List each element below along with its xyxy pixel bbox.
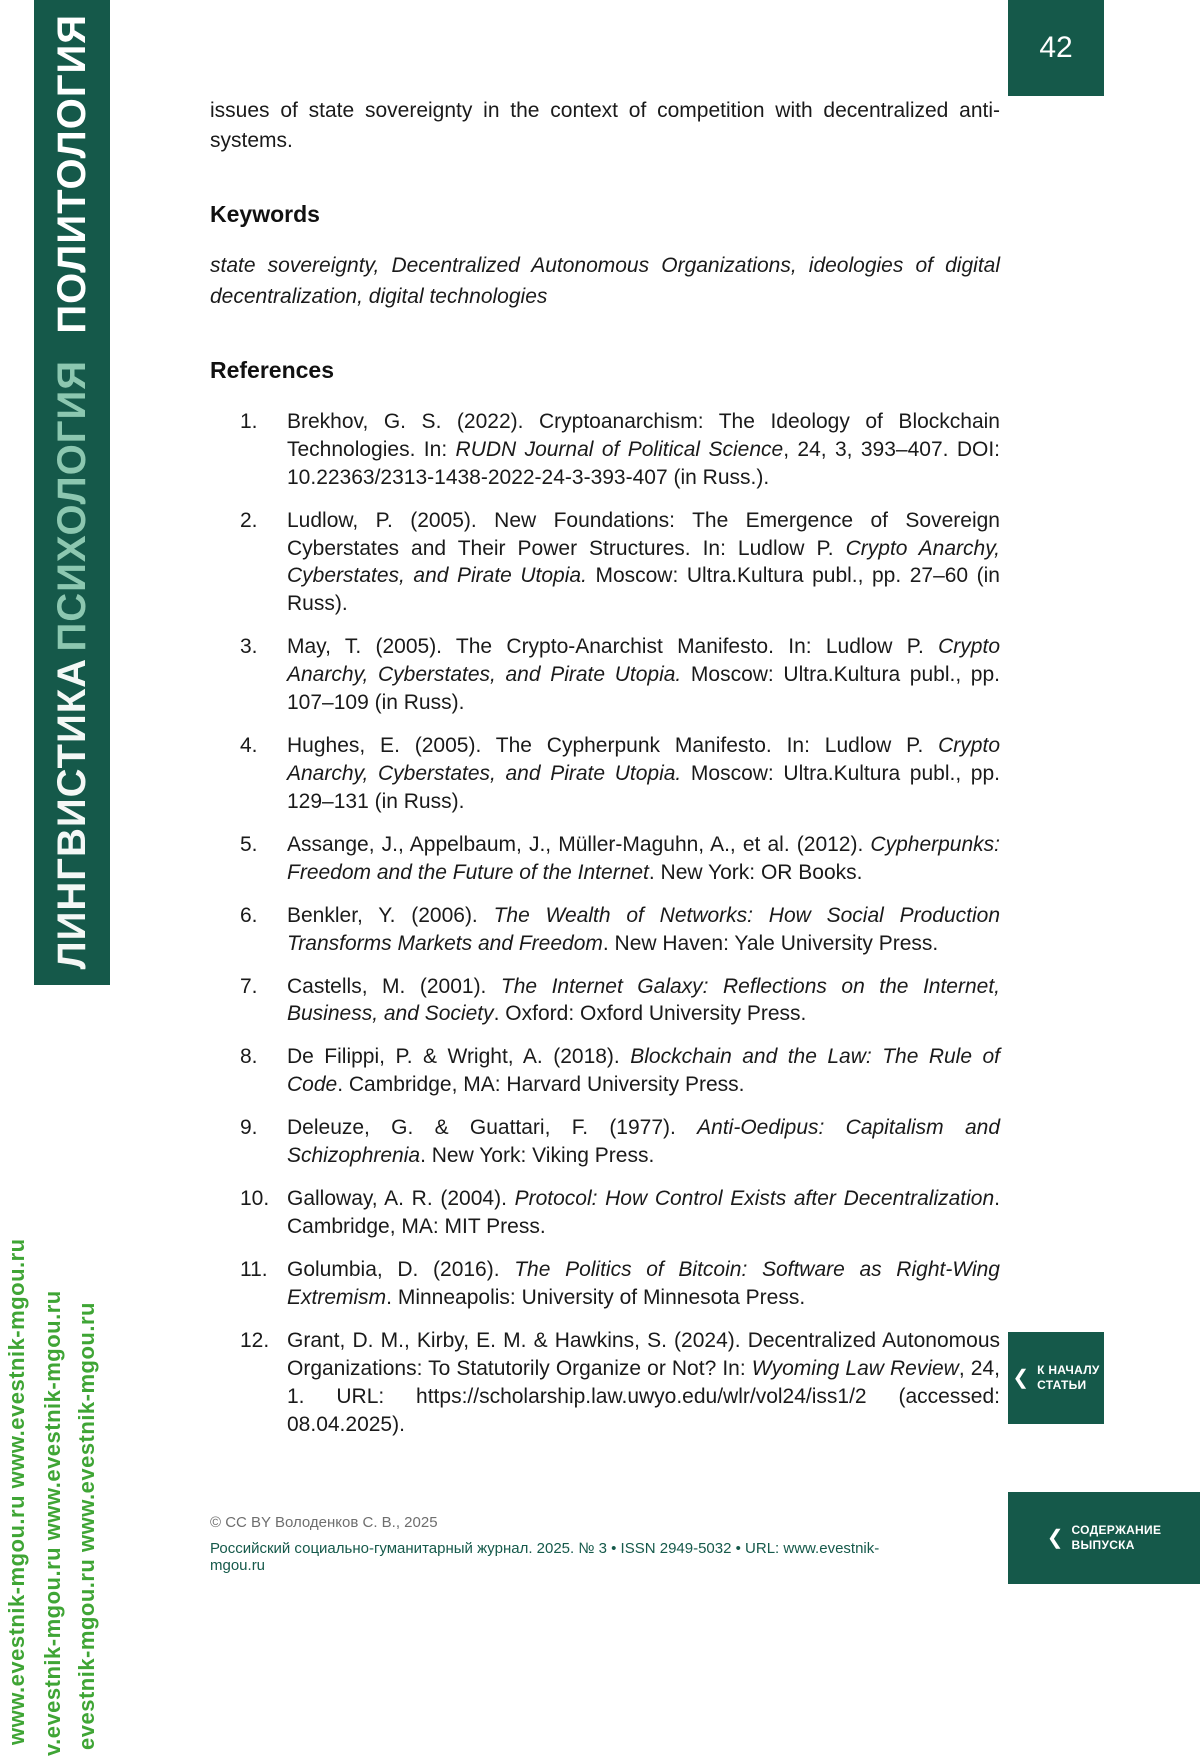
reference-item [210, 1043, 1000, 1099]
page-footer [210, 1514, 910, 1574]
reference-number: 4. [240, 734, 258, 758]
reference-text: Deleuze, G. & Guattari, F. (1977). Anti-Oedipus: Capitalism and Schizophrenia. New York: Viking Press. [287, 1116, 1000, 1168]
vertical-site-url-column-1: www.evestnik-mgou.ru www.evestnik-mgou.ru [4, 1238, 29, 1745]
rubric-politology [34, 14, 110, 334]
reference-number: 10. [240, 1187, 270, 1211]
vertical-site-url-column-3: evestnik-mgou.ru www.evestnik-mgou.ru [74, 1302, 99, 1750]
chevron-left-icon: ❮ [1046, 1527, 1064, 1549]
reference-text: Castells, M. (2001). The Internet Galaxy: Reflections on the Internet, Business, and Society. Oxford: Oxford University Press. [287, 974, 1000, 1026]
reference-number: 11. [240, 1257, 268, 1281]
reference-item [210, 633, 1000, 717]
vertical-site-url-column-2: v.evestnik-mgou.ru www.evestnik-mgou.ru [40, 1290, 65, 1756]
reference-item [210, 902, 1000, 958]
reference-item [210, 732, 1000, 816]
reference-item [210, 1185, 1000, 1241]
reference-item [210, 973, 1000, 1029]
reference-number: 1. [240, 409, 258, 433]
page-number-box [1008, 0, 1104, 96]
reference-text: De Filippi, P. & Wright, A. (2018). Blockchain and the Law: The Rule of Code. Cambridge, MA: Harvard University Press. [287, 1045, 1000, 1097]
rubric-psychology-label: ПСИХОЛОГИЯ [49, 360, 94, 652]
back-to-article-start-button[interactable] [1008, 1332, 1104, 1424]
reference-item [210, 408, 1000, 492]
reference-item [210, 831, 1000, 887]
reference-number: 8. [240, 1045, 258, 1069]
references-list [210, 408, 1000, 1439]
reference-text: Grant, D. M., Kirby, E. M. & Hawkins, S. (2024). Decentralized Autonomous Organizations: To Statutorily Organize or Not? In: Wyoming Law Review, 24, 1. URL: https://scholarship.law.uwyo.edu/wlr/vol24/iss1/2 (accessed: 08.04.2025). [287, 1328, 1000, 1436]
rubrics-sidebar [34, 0, 110, 985]
reference-item [210, 1256, 1000, 1312]
keywords-text: state sovereignty, Decentralized Autonomous Organizations, ideologies of digital decentralization, digital technologies [210, 253, 1000, 309]
article-closing-paragraph: issues of state sovereignty in the context of competition with decentralized anti-systems. [210, 99, 1000, 153]
article-content [210, 96, 1000, 1453]
reference-text: Brekhov, G. S. (2022). Cryptoanarchism: The Ideology of Blockchain Technologies. In: RUDN Journal of Political Science, 24, 3, 393–407. DOI: 10.22363/2313-1438-2022-24-3-393-407 (in Russ.). [287, 409, 1001, 489]
reference-text: Golumbia, D. (2016). The Politics of Bitcoin: Software as Right-Wing Extremism. Minneapolis: University of Minnesota Press. [287, 1257, 1000, 1309]
journal-info-line: Российский социально-гуманитарный журнал. 2025. № 3 • ISSN 2949-5032 • URL: www.evestnik-mgou.ru [210, 1540, 880, 1574]
reference-text: Assange, J., Appelbaum, J., Müller-Maguhn, A., et al. (2012). Cypherpunks: Freedom and the Future of the Internet. New York: OR Books. [287, 832, 1000, 884]
reference-item [210, 1114, 1000, 1170]
references-heading: References [210, 356, 335, 383]
reference-item [210, 1327, 1000, 1439]
reference-item [210, 507, 1000, 619]
keywords-heading: Keywords [210, 200, 320, 227]
chevron-left-icon: ❮ [1012, 1367, 1030, 1389]
rubric-psychology [34, 360, 110, 652]
reference-number: 6. [240, 903, 258, 927]
reference-number: 9. [240, 1116, 258, 1140]
issue-contents-button[interactable] [1008, 1492, 1200, 1584]
rubric-politology-label: ПОЛИТОЛОГИЯ [49, 14, 94, 334]
reference-number: 5. [240, 832, 258, 856]
reference-text: Ludlow, P. (2005). New Foundations: The Emergence of Sovereign Cyberstates and Their Power Structures. In: Ludlow P. Crypto Anarchy, Cyberstates, and Pirate Utopia. Moscow: Ultra.Kultura publ., pp. 27–60 (in Russ). [287, 508, 1000, 616]
reference-text: Hughes, E. (2005). The Cypherpunk Manifesto. In: Ludlow P. Crypto Anarchy, Cyberstates, and Pirate Utopia. Moscow: Ultra.Kultura publ., pp. 129–131 (in Russ). [287, 734, 1000, 813]
reference-number: 7. [240, 974, 258, 998]
reference-text: Benkler, Y. (2006). The Wealth of Networks: How Social Production Transforms Markets and Freedom. New Haven: Yale University Press. [287, 903, 1000, 955]
reference-number: 2. [240, 508, 258, 532]
reference-number: 12. [240, 1328, 270, 1352]
rubric-linguistics-label: ЛИНГВИСТИКА [49, 658, 94, 970]
back-to-article-start-label: К НАЧАЛУ СТАТЬИ [1037, 1363, 1100, 1392]
reference-text: May, T. (2005). The Crypto-Anarchist Manifesto. In: Ludlow P. Crypto Anarchy, Cyberstates, and Pirate Utopia. Moscow: Ultra.Kultura publ., pp. 107–109 (in Russ). [287, 635, 1000, 715]
page-number: 42 [1039, 31, 1073, 64]
rubric-linguistics [34, 658, 110, 969]
copyright-line: © CC BY Володенков С. В., 2025 [210, 1514, 438, 1531]
reference-number: 3. [240, 635, 258, 659]
issue-contents-label: СОДЕРЖАНИЕ ВЫПУСКА [1071, 1523, 1162, 1552]
reference-text: Galloway, A. R. (2004). Protocol: How Control Exists after Decentralization. Cambridge, MA: MIT Press. [287, 1187, 1000, 1238]
